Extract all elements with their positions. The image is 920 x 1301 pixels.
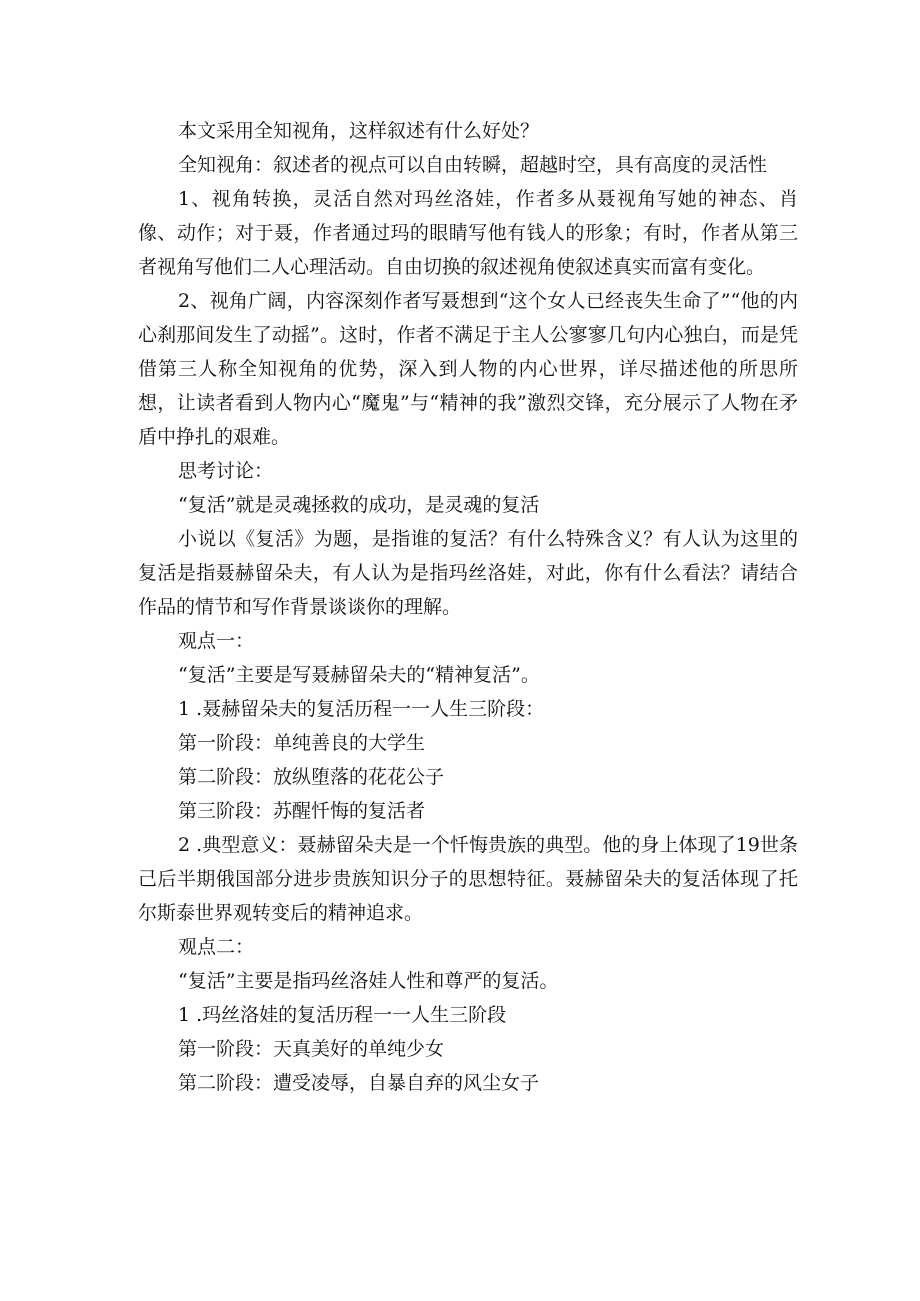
paragraph-definition: 全知视角：叙述者的视点可以自由转瞬，超越时空，具有高度的灵活性 [178,154,768,176]
paragraph-point-2: 2、视角广阔，内容深刻作者写聂想到“这个女人已经丧失生命了”“他的内心刹那间发生了动摇”。这时，作者不满足于主人公寥寥几句内心独白，而是凭借第三人称全知视角的优势，深入到人物的内心世界，详尽描述他的所思所想，让读者看到人物内心“魔鬼”与“精神的我”激烈交锋，充分展示了人物在矛盾中挣扎的艰难。 [138,290,798,448]
paragraph-discussion-heading: 思考讨论： [178,460,274,482]
document-body [138,114,798,1100]
paragraph-view-two-process: 1 .玛丝洛娃的复活历程一一人生三阶段 [178,1004,507,1026]
paragraph-view-one-stage-1: 第一阶段：单纯善良的大学生 [178,732,426,754]
paragraph-view-one-process: 1 .聂赫留朵夫的复活历程一一人生三阶段： [178,698,545,720]
paragraph-view-one-stage-2: 第二阶段：放纵堕落的花花公子 [178,766,445,788]
paragraph-question: 本文采用全知视角，这样叙述有什么好处？ [178,120,540,142]
paragraph-view-two-claim: “复活”主要是指玛丝洛娃人性和尊严的复活。 [178,970,559,992]
paragraph-view-one-claim: “复活”主要是写聂赫留朵夫的“精神复活”。 [178,664,540,686]
paragraph-view-one-significance: 2 .典型意义：聂赫留朵夫是一个忏悔贵族的典型。他的身上体现了19世条己后半期俄国部分进步贵族知识分子的思想特征。聂赫留朵夫的复活体现了托尔斯泰世界观转变后的精神追求。 [138,834,798,924]
paragraph-view-one-stage-3: 第三阶段：苏醒忏悔的复活者 [178,800,426,822]
paragraph-discussion-thesis: “复活”就是灵魂拯救的成功，是灵魂的复活 [178,494,540,516]
paragraph-view-one-heading: 观点一： [178,630,255,652]
paragraph-discussion-question: 小说以《复活》为题，是指谁的复活？有什么特殊含义？有人认为这里的复活是指聂赫留朵夫，有人认为是指玛丝洛娃，对此，你有什么看法？请结合作品的情节和写作背景谈谈你的理解。 [138,528,798,618]
paragraph-view-two-stage-1: 第一阶段：天真美好的单纯少女 [178,1038,445,1060]
paragraph-point-1: 1、视角转换，灵活自然对玛丝洛娃，作者多从聂视角写她的神态、肖像、动作；对于聂，作者通过玛的眼睛写他有钱人的形象；有时，作者从第三者视角写他们二人心理活动。自由切换的叙述视角使叙述真实而富有变化。 [138,188,798,278]
paragraph-view-two-stage-2: 第二阶段：遭受凌辱，自暴自弃的风尘女子 [178,1072,540,1094]
paragraph-view-two-heading: 观点二： [178,936,255,958]
